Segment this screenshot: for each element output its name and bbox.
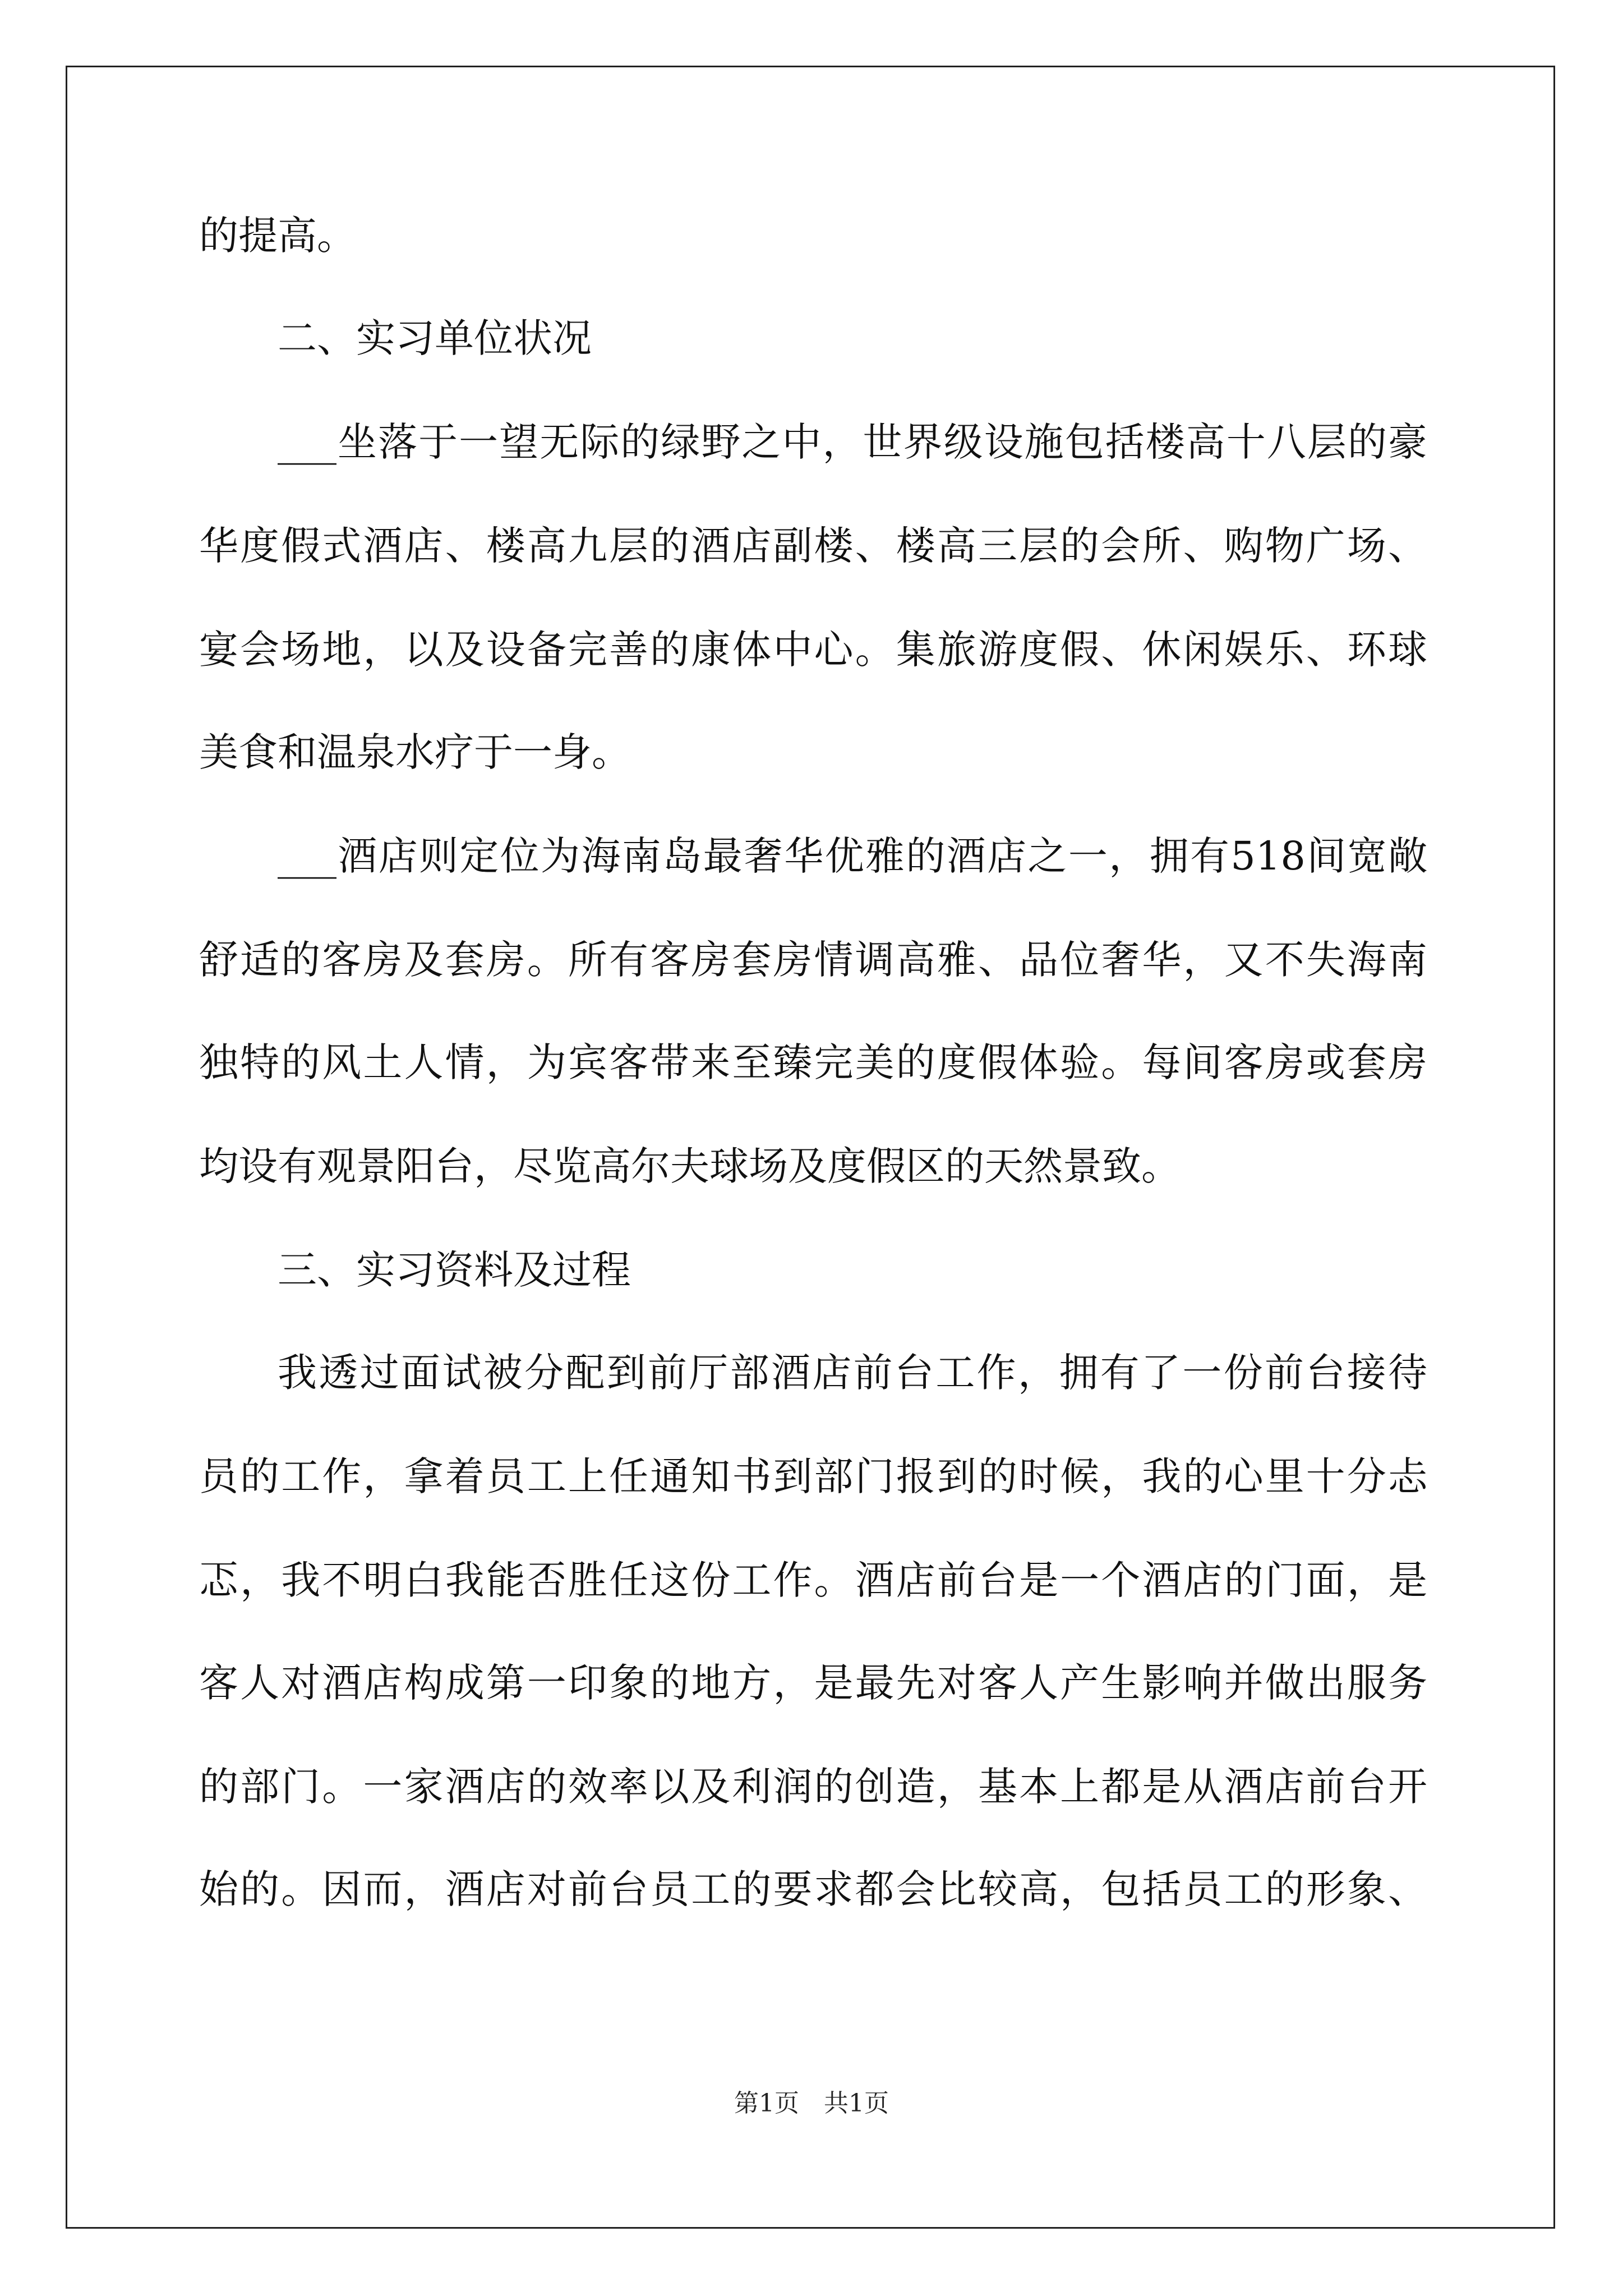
- section-heading: 二、实习单位状况: [278, 315, 592, 361]
- paragraph-line: 的部门。一家酒店的效率以及利润的创造，基本上都是从酒店前台开: [199, 1764, 1427, 1810]
- paragraph-line: ___坐落于一望无际的绿野之中，世界级设施包括楼高十八层的豪: [278, 419, 1427, 465]
- paragraph-line: 独特的风土人情，为宾客带来至臻完美的度假体验。每间客房或套房: [199, 1039, 1427, 1085]
- paragraph-line: 我透过面试被分配到前厅部酒店前台工作，拥有了一份前台接待: [278, 1350, 1427, 1396]
- paragraph-line: 的提高。: [199, 213, 356, 259]
- page-footer: 第1页 共1页: [734, 2089, 889, 2118]
- paragraph-line: 宴会场地，以及设备完善的康体中心。集旅游度假、休闲娱乐、环球: [199, 627, 1427, 673]
- paragraph-line: 员的工作，拿着员工上任通知书到部门报到的时候，我的心里十分忐: [199, 1453, 1427, 1499]
- paragraph-line: 忑，我不明白我能否胜任这份工作。酒店前台是一个酒店的门面，是: [199, 1557, 1427, 1603]
- paragraph-line: 华度假式酒店、楼高九层的酒店副楼、楼高三层的会所、购物广场、: [199, 523, 1427, 569]
- section-heading: 三、实习资料及过程: [278, 1247, 631, 1293]
- paragraph-line: 舒适的客房及套房。所有客房套房情调高雅、品位奢华，又不失海南: [199, 937, 1427, 983]
- paragraph-line: 美食和温泉水疗于一身。: [199, 729, 631, 775]
- paragraph-line: 始的。因而，酒店对前台员工的要求都会比较高，包括员工的形象、: [199, 1866, 1427, 1912]
- paragraph-line: 客人对酒店构成第一印象的地方，是最先对客人产生影响并做出服务: [199, 1660, 1427, 1706]
- paragraph-line: 均设有观景阳台，尽览高尔夫球场及度假区的天然景致。: [199, 1143, 1181, 1189]
- paragraph-line: ___酒店则定位为海南岛最奢华优雅的酒店之一，拥有518间宽敞: [278, 833, 1427, 879]
